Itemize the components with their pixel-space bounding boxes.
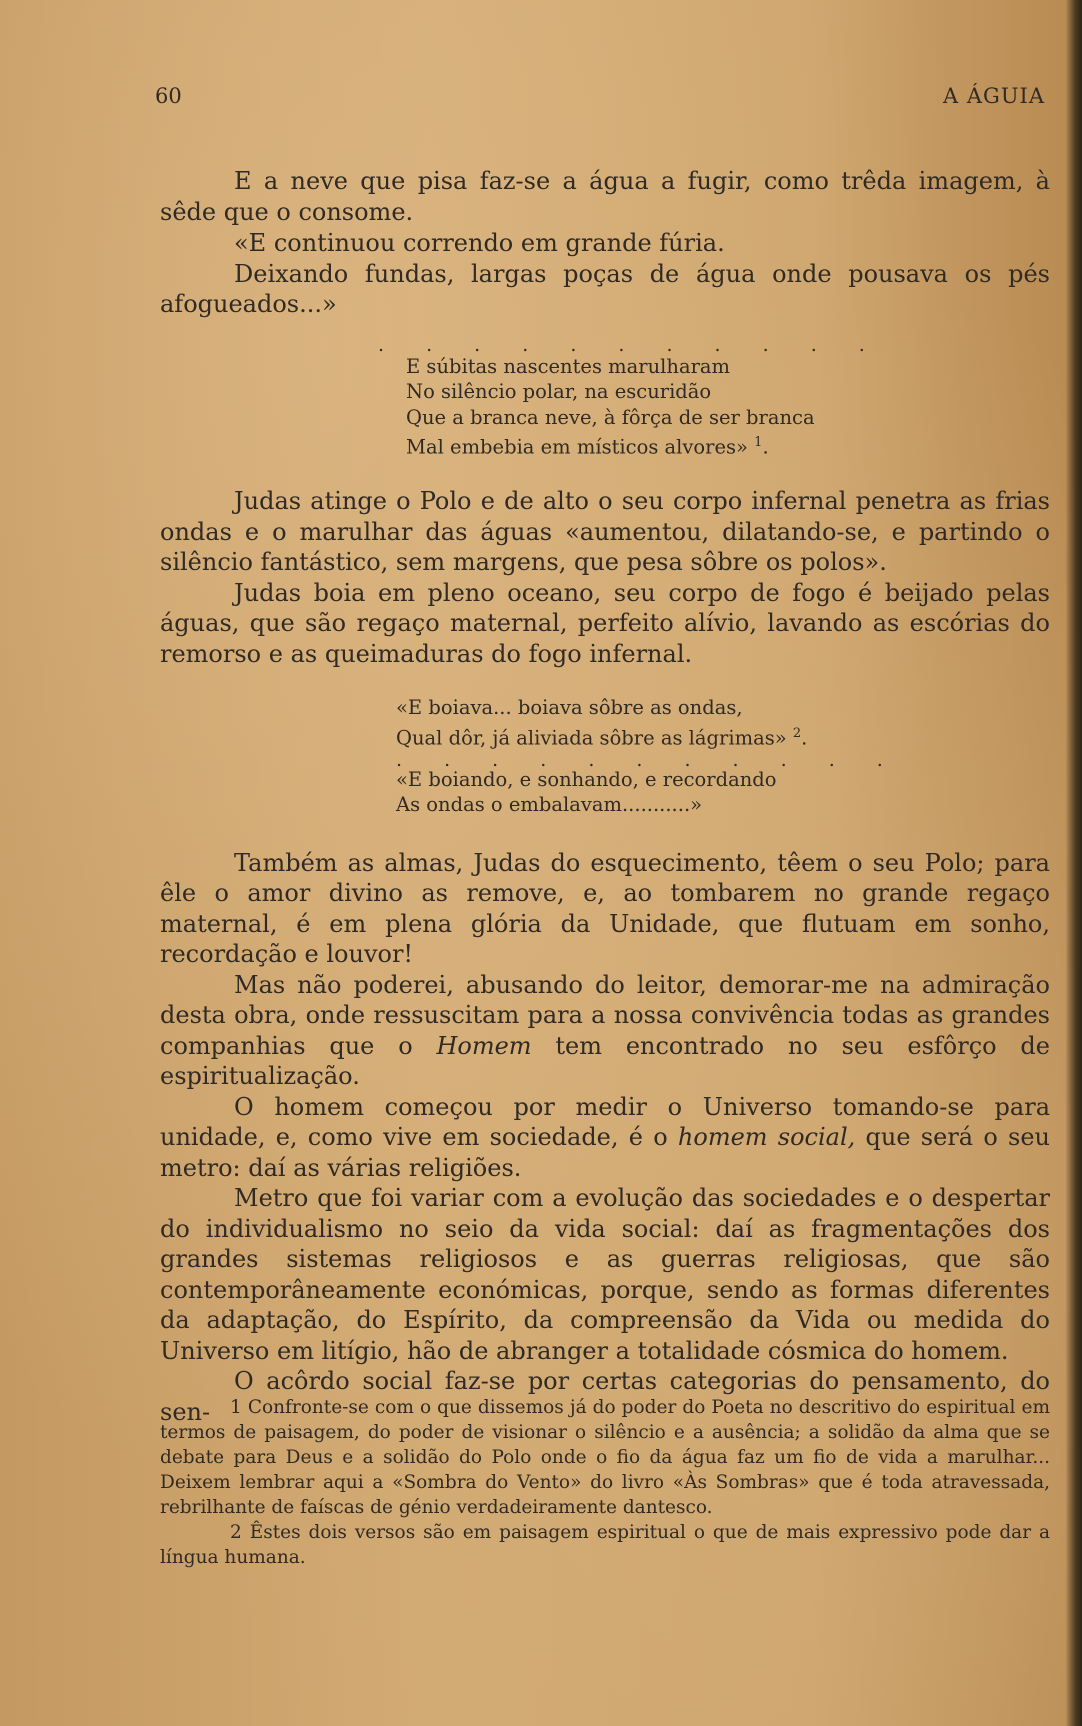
verse-line: No silêncio polar, na escuridão [406,380,712,403]
paragraph-text: tem encontrado no seu esfôrço de espiritualização. [160,1031,1050,1090]
paragraph: Também as almas, Judas do esquecimento, têem o seu Polo; para êle o amor divino as remove, e, ao tombarem no grande regaço maternal, é em plena glória da Unidade, que flutuam em sonho, recordação e louvor! [160,848,1050,968]
page-number: 60 [155,84,182,108]
footnotes [160,1395,1050,1570]
paragraph: Metro que foi variar com a evolução das sociedades e o despertar do individualismo no seio da vida social: daí as fragmentações dos grandes sistemas religiosos e as guerras religiosas, que são contemporâneamente económicas, porque, sendo as formas diferentes da adaptação, do Espírito, da compreensão da Vida ou medida do Universo em litígio, hão de abranger a totalidade cósmica do homem. [160,1184,1050,1365]
paragraph: Judas atinge o Polo e de alto o seu corpo infernal penetra as frias ondas e o marulhar das águas «aumentou, dilatando-se, e partindo o silêncio fantástico, sem margens, que pesa sôbre os polos». [160,487,1050,576]
verse-line: «E boiava... boiava sôbre as ondas, [396,696,743,719]
ellipsis-dots: . . . . . . . . . . . [378,333,883,356]
quote-paragraph: Deixando fundas, largas poças de água onde pousava os pés afogueados...» [160,259,1050,318]
emphasis: homem social, [677,1123,856,1151]
page-body [160,166,1050,1427]
verse-text: Qual dôr, já aliviada sôbre as lágrimas» [396,726,787,749]
quote-paragraph: «E continuou correndo em grande fúria. [234,229,725,257]
page-edge [1066,0,1082,1726]
quote-paragraph: E a neve que pisa faz-se a água a fugir, como trêda imagem, à sêde que o consome. [160,167,1050,226]
footnote: 1 Confronte-se com o que dissemos já do poder do Poeta no descritivo do espiritual em termos de paisagem, do poder de visionar o silêncio e a ausência; a solidão da alma que se debate para Deus e a solidão do Polo onde o fio da água faz um fio de vida a marulhar... Deixem lembrar aqui a «Sombra do Vento» do livro «Às Sombras» que é toda atravessada, rebrilhante de faíscas de génio verdadeiramente dantesco. [160,1397,1050,1518]
paragraph: Judas boia em pleno oceano, seu corpo de fogo é beijado pelas águas, que são regaço maternal, perfeito alívio, lavando as escórias do remorso e as queimaduras do fogo infernal. [160,578,1050,668]
ellipsis-dots: . . . . . . . . . . . [396,748,901,771]
verse-line: Mal embebia em místicos alvores» $^1$. [406,435,769,459]
verse-line: Qual dôr, já aliviada sôbre as lágrimas» $^2$. [396,725,808,749]
paragraph-text: O homem começou por medir o Universo tomando-se para unidade, e, como vive em sociedade, é o [160,1092,1050,1151]
running-head [155,84,1045,112]
verse-line: Que a branca neve, à fôrça de ser branca [406,405,815,429]
verse-block [160,354,1050,461]
footnote-ref[interactable]: 2 [792,725,802,741]
emphasis: Homem [436,1031,532,1060]
paragraph [160,1092,1050,1184]
journal-title: A ÁGUIA [943,84,1045,108]
paragraph: O acôrdo social faz-se por certas categorias do pensamento, do sen- [160,1367,1050,1426]
verse-line: E súbitas nascentes marulharam [406,354,731,378]
paragraph-group [160,848,1050,1428]
footnote: 2 Êstes dois versos são em paisagem espiritual o que de mais expressivo pode dar a língua humana. [160,1522,1050,1568]
footnote-ref[interactable]: 1 [754,435,763,450]
verse-block [160,695,1050,818]
paragraph-text: que será o seu metro: daí as várias religiões. [160,1123,1051,1182]
verse-line: «E boiando, e sonhando, e recordando [396,767,777,791]
paragraph [160,970,1050,1092]
verse-text: Mal embebia em místicos alvores» [406,435,748,459]
verse-line: As ondas o embalavam...........» [396,793,703,816]
paragraph-text: Mas não poderei, abusando do leitor, demorar-me na admiração desta obra, onde ressuscitam para a nossa convivência todas as grandes companhias que o [160,970,1050,1060]
paragraph-group [160,486,1050,669]
